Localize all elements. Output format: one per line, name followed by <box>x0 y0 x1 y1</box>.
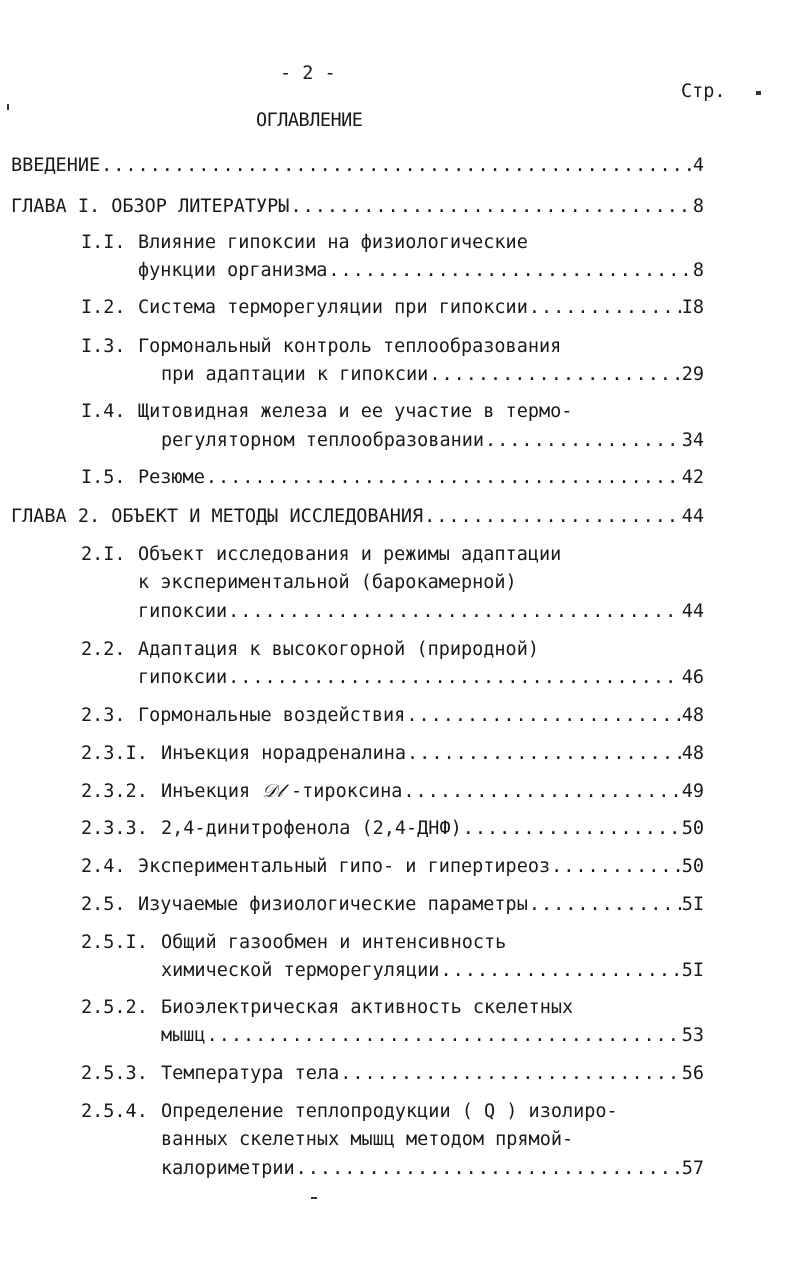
dl-symbol: 𝒟𝓁 <box>262 781 284 802</box>
toc-entry-section-2-3 <box>138 702 704 730</box>
dot-leader <box>429 361 680 389</box>
toc-entry-title: ГЛАВА I. ОБЗОР ЛИТЕРАТУРЫ <box>11 196 290 217</box>
dot-leader <box>407 740 681 768</box>
toc-entry-section-2-4 <box>138 853 704 881</box>
toc-entry-title: Система терморегуляции при гипоксии <box>138 297 528 318</box>
toc-entry-section-1-5 <box>138 464 704 492</box>
toc-section-number: I.3. <box>81 336 126 357</box>
toc-title: ОГЛАВЛЕНИЕ <box>256 110 363 131</box>
toc-entry-section-2-5 <box>138 891 704 919</box>
toc-entry-title-line: Гормональный контроль теплообразования <box>138 336 562 357</box>
dot-leader <box>463 815 681 843</box>
toc-entry-chapter-1 <box>11 193 704 221</box>
toc-entry-title: Инъекция норадреналина <box>161 743 407 764</box>
toc-page-number: 8 <box>692 260 704 281</box>
toc-entry-title-line: химической терморегуляции <box>161 960 440 981</box>
toc-page-number: 5I <box>681 894 704 915</box>
toc-entry-title: -тироксина <box>291 781 403 802</box>
toc-entry-section-1-3 <box>161 361 704 389</box>
toc-entry-title-line: Общий газообмен и интенсивность <box>161 932 507 953</box>
toc-page-number: 42 <box>681 467 704 488</box>
toc-entry-title-line: Определение теплопродукции ( Q ) изолиро- <box>161 1101 618 1122</box>
toc-section-number: I.I. <box>81 232 126 253</box>
toc-page-number: 57 <box>681 1158 704 1179</box>
toc-page-number: I8 <box>681 297 704 318</box>
dot-leader <box>485 427 681 455</box>
dot-leader <box>340 1060 681 1088</box>
toc-section-number: I.4. <box>81 401 126 422</box>
toc-section-number: 2.3.3. <box>81 818 148 839</box>
toc-page-number: 48 <box>681 743 704 764</box>
toc-page-number: 46 <box>681 667 704 688</box>
toc-entry-title: Изучаемые физиологические параметры <box>138 894 528 915</box>
dot-leader <box>440 957 680 985</box>
dot-leader <box>529 294 681 322</box>
toc-entry-title-line: при адаптации к гипоксии <box>161 364 429 385</box>
toc-entry-title: Резюме <box>138 467 205 488</box>
toc-page-number: 44 <box>681 506 704 527</box>
toc-entry-title-line: к экспериментальной (барокамерной) <box>138 572 517 593</box>
page-column-label: Стр. <box>681 81 726 102</box>
dot-leader <box>296 1155 681 1183</box>
toc-entry-title: Инъекция <box>161 781 251 802</box>
toc-entry-title-line: Щитовидная железа и ее участие в термо- <box>138 401 573 422</box>
toc-entry-title: Экспериментальный гипо- и гипертиреоз <box>138 856 551 877</box>
toc-entry-title-line: Биоэлектрическая активность скелетных <box>161 997 574 1018</box>
toc-entry-title-line: мышц <box>161 1025 206 1046</box>
toc-entry-title-line: гипоксии <box>138 667 228 688</box>
toc-section-number: I.5. <box>81 467 126 488</box>
toc-page-number: 50 <box>681 856 704 877</box>
toc-entry-title-line: ванных скелетных мышц методом прямой- <box>161 1129 574 1150</box>
page-number: - 2 - <box>280 63 336 84</box>
toc-page-number: 8 <box>692 196 704 217</box>
dot-leader <box>228 598 681 626</box>
dot-leader <box>328 257 692 285</box>
toc-page-number: 4 <box>692 155 704 176</box>
toc-page-number: 44 <box>681 601 704 622</box>
toc-entry-introduction <box>11 152 704 180</box>
toc-section-number: 2.I. <box>81 544 126 565</box>
dot-leader <box>551 853 681 881</box>
toc-entry-section-2-3-2 <box>161 778 704 806</box>
toc-entry-title-line: Влияние гипоксии на физиологические <box>138 232 528 253</box>
toc-section-number: 2.5. <box>81 894 126 915</box>
toc-section-number: 2.3.2. <box>81 781 148 802</box>
toc-entry-section-2-5-4 <box>161 1155 704 1183</box>
toc-entry-section-1-2 <box>138 294 704 322</box>
toc-page-number: 5I <box>681 960 704 981</box>
dot-leader <box>529 891 681 919</box>
toc-section-number: 2.3.I. <box>81 743 148 764</box>
toc-entry-title-line: функции организма <box>138 260 328 281</box>
toc-entry-section-2-2 <box>138 664 704 692</box>
toc-page-number: 49 <box>681 781 704 802</box>
toc-page-number: 48 <box>681 705 704 726</box>
dot-leader <box>101 152 692 180</box>
toc-entry-section-2-5-2 <box>161 1022 704 1050</box>
toc-entry-section-2-3-3 <box>161 815 704 843</box>
toc-section-number: 2.4. <box>81 856 126 877</box>
toc-entry-chapter-2 <box>11 503 704 531</box>
toc-section-number: 2.2. <box>81 639 126 660</box>
scan-speck <box>311 1197 317 1199</box>
toc-entry-section-2-5-3 <box>161 1060 704 1088</box>
toc-entry-title-line: Адаптация к высокогорной (природной) <box>138 639 539 660</box>
toc-section-number: I.2. <box>81 297 126 318</box>
toc-section-number: 2.5.4. <box>81 1101 148 1122</box>
dot-leader <box>228 664 681 692</box>
toc-entry-title-line: Объект исследования и режимы адаптации <box>138 544 562 565</box>
toc-page-number: 29 <box>681 364 704 385</box>
dot-leader <box>206 464 681 492</box>
toc-entry-section-2-3-1 <box>161 740 704 768</box>
toc-entry-section-2-1 <box>138 598 704 626</box>
toc-section-number: 2.5.3. <box>81 1063 148 1084</box>
toc-entry-title: Гормональные воздействия <box>138 705 406 726</box>
toc-entry-title: ВВЕДЕНИЕ <box>11 155 101 176</box>
toc-entry-title: 2,4-динитрофенола (2,4-ДНФ) <box>161 818 462 839</box>
toc-entry-title: ГЛАВА 2. ОБЪЕКТ И МЕТОДЫ ИССЛЕДОВАНИЯ <box>11 506 424 527</box>
dot-leader <box>207 1022 681 1050</box>
toc-section-number: 2.3. <box>81 705 126 726</box>
toc-section-number: 2.5.I. <box>81 932 148 953</box>
toc-entry-title-line: калориметрии <box>161 1158 295 1179</box>
toc-entry-section-2-5-1 <box>161 957 704 985</box>
toc-section-number: 2.5.2. <box>81 997 148 1018</box>
scan-speck <box>756 91 761 95</box>
toc-page-number: 50 <box>681 818 704 839</box>
toc-page-number: 53 <box>681 1025 704 1046</box>
dot-leader <box>406 702 680 730</box>
dot-leader <box>403 778 680 806</box>
toc-entry-title-line: регуляторном теплообразовании <box>161 430 485 451</box>
toc-entry-title: Температура тела <box>161 1063 340 1084</box>
dot-leader <box>424 503 681 531</box>
toc-entry-title-line: гипоксии <box>138 601 228 622</box>
toc-page-number: 56 <box>681 1063 704 1084</box>
toc-page-number: 34 <box>681 430 704 451</box>
toc-entry-section-1-4 <box>161 427 704 455</box>
toc-entry-section-1-1 <box>138 257 704 285</box>
scan-speck <box>7 104 9 110</box>
dot-leader <box>290 193 691 221</box>
